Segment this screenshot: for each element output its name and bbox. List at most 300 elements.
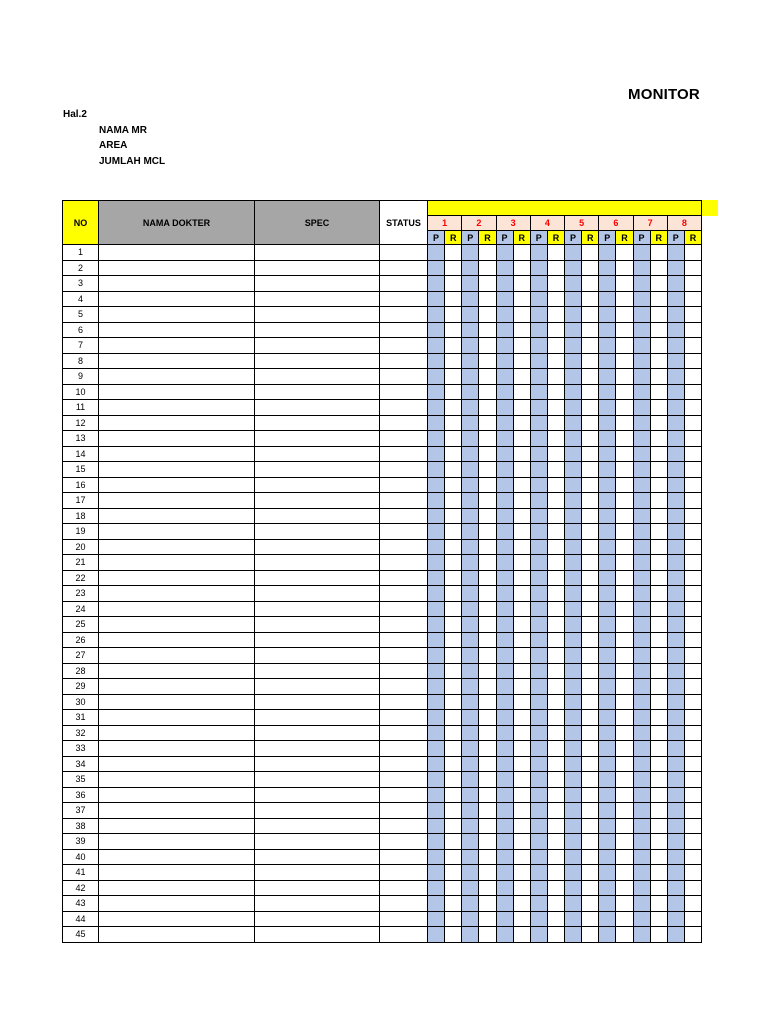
p-cell[interactable]	[667, 663, 684, 679]
p-cell[interactable]	[530, 694, 547, 710]
r-cell[interactable]	[616, 508, 633, 524]
nama-dokter-cell[interactable]	[99, 369, 255, 385]
r-cell[interactable]	[684, 601, 701, 617]
p-cell[interactable]	[667, 679, 684, 695]
p-cell[interactable]	[565, 493, 582, 509]
p-cell[interactable]	[496, 710, 513, 726]
nama-dokter-cell[interactable]	[99, 353, 255, 369]
p-cell[interactable]	[462, 415, 479, 431]
r-cell[interactable]	[479, 617, 496, 633]
r-cell[interactable]	[547, 787, 564, 803]
p-cell[interactable]	[633, 369, 650, 385]
status-cell[interactable]	[380, 679, 428, 695]
r-cell[interactable]	[547, 648, 564, 664]
p-cell[interactable]	[565, 617, 582, 633]
p-cell[interactable]	[565, 369, 582, 385]
p-cell[interactable]	[462, 586, 479, 602]
p-cell[interactable]	[462, 756, 479, 772]
r-cell[interactable]	[684, 462, 701, 478]
r-cell[interactable]	[445, 725, 462, 741]
r-cell[interactable]	[650, 508, 667, 524]
status-cell[interactable]	[380, 322, 428, 338]
r-cell[interactable]	[513, 617, 530, 633]
p-cell[interactable]	[530, 632, 547, 648]
p-cell[interactable]	[496, 353, 513, 369]
p-cell[interactable]	[667, 617, 684, 633]
nama-dokter-cell[interactable]	[99, 865, 255, 881]
p-cell[interactable]	[428, 338, 445, 354]
r-cell[interactable]	[547, 586, 564, 602]
p-cell[interactable]	[428, 756, 445, 772]
nama-dokter-cell[interactable]	[99, 586, 255, 602]
spec-cell[interactable]	[255, 493, 380, 509]
r-cell[interactable]	[513, 663, 530, 679]
p-cell[interactable]	[667, 803, 684, 819]
r-cell[interactable]	[445, 679, 462, 695]
r-cell[interactable]	[479, 307, 496, 323]
r-cell[interactable]	[445, 865, 462, 881]
status-cell[interactable]	[380, 787, 428, 803]
r-cell[interactable]	[684, 648, 701, 664]
r-cell[interactable]	[684, 896, 701, 912]
p-cell[interactable]	[428, 508, 445, 524]
r-cell[interactable]	[547, 818, 564, 834]
r-cell[interactable]	[616, 896, 633, 912]
p-cell[interactable]	[496, 818, 513, 834]
p-cell[interactable]	[462, 880, 479, 896]
r-cell[interactable]	[445, 555, 462, 571]
p-cell[interactable]	[633, 663, 650, 679]
r-cell[interactable]	[616, 632, 633, 648]
p-cell[interactable]	[667, 818, 684, 834]
nama-dokter-cell[interactable]	[99, 679, 255, 695]
p-cell[interactable]	[667, 477, 684, 493]
p-cell[interactable]	[428, 524, 445, 540]
p-cell[interactable]	[496, 260, 513, 276]
status-cell[interactable]	[380, 338, 428, 354]
p-cell[interactable]	[633, 260, 650, 276]
r-cell[interactable]	[445, 927, 462, 943]
p-cell[interactable]	[599, 384, 616, 400]
p-cell[interactable]	[667, 865, 684, 881]
p-cell[interactable]	[530, 446, 547, 462]
r-cell[interactable]	[479, 555, 496, 571]
p-cell[interactable]	[496, 927, 513, 943]
r-cell[interactable]	[582, 570, 599, 586]
p-cell[interactable]	[565, 555, 582, 571]
p-cell[interactable]	[667, 772, 684, 788]
p-cell[interactable]	[428, 880, 445, 896]
r-cell[interactable]	[547, 710, 564, 726]
p-cell[interactable]	[599, 865, 616, 881]
r-cell[interactable]	[650, 663, 667, 679]
r-cell[interactable]	[479, 865, 496, 881]
spec-cell[interactable]	[255, 431, 380, 447]
p-cell[interactable]	[565, 508, 582, 524]
p-cell[interactable]	[496, 663, 513, 679]
p-cell[interactable]	[667, 927, 684, 943]
r-cell[interactable]	[513, 493, 530, 509]
p-cell[interactable]	[565, 446, 582, 462]
p-cell[interactable]	[428, 927, 445, 943]
p-cell[interactable]	[462, 477, 479, 493]
r-cell[interactable]	[547, 772, 564, 788]
p-cell[interactable]	[633, 741, 650, 757]
r-cell[interactable]	[445, 384, 462, 400]
r-cell[interactable]	[650, 415, 667, 431]
p-cell[interactable]	[565, 648, 582, 664]
r-cell[interactable]	[616, 663, 633, 679]
p-cell[interactable]	[667, 694, 684, 710]
r-cell[interactable]	[616, 245, 633, 261]
p-cell[interactable]	[633, 772, 650, 788]
spec-cell[interactable]	[255, 741, 380, 757]
p-cell[interactable]	[462, 803, 479, 819]
r-cell[interactable]	[582, 384, 599, 400]
r-cell[interactable]	[684, 245, 701, 261]
r-cell[interactable]	[479, 384, 496, 400]
p-cell[interactable]	[667, 245, 684, 261]
spec-cell[interactable]	[255, 555, 380, 571]
r-cell[interactable]	[650, 927, 667, 943]
p-cell[interactable]	[530, 508, 547, 524]
r-cell[interactable]	[616, 462, 633, 478]
r-cell[interactable]	[445, 353, 462, 369]
p-cell[interactable]	[530, 586, 547, 602]
p-cell[interactable]	[496, 245, 513, 261]
status-cell[interactable]	[380, 617, 428, 633]
r-cell[interactable]	[547, 834, 564, 850]
r-cell[interactable]	[547, 555, 564, 571]
p-cell[interactable]	[530, 710, 547, 726]
r-cell[interactable]	[547, 477, 564, 493]
r-cell[interactable]	[479, 431, 496, 447]
p-cell[interactable]	[667, 756, 684, 772]
spec-cell[interactable]	[255, 927, 380, 943]
p-cell[interactable]	[565, 663, 582, 679]
p-cell[interactable]	[667, 849, 684, 865]
r-cell[interactable]	[650, 477, 667, 493]
p-cell[interactable]	[428, 865, 445, 881]
p-cell[interactable]	[428, 803, 445, 819]
p-cell[interactable]	[667, 539, 684, 555]
r-cell[interactable]	[616, 911, 633, 927]
r-cell[interactable]	[513, 555, 530, 571]
p-cell[interactable]	[565, 787, 582, 803]
r-cell[interactable]	[616, 477, 633, 493]
r-cell[interactable]	[513, 539, 530, 555]
p-cell[interactable]	[496, 307, 513, 323]
r-cell[interactable]	[582, 601, 599, 617]
r-cell[interactable]	[479, 462, 496, 478]
spec-cell[interactable]	[255, 632, 380, 648]
spec-cell[interactable]	[255, 648, 380, 664]
r-cell[interactable]	[513, 927, 530, 943]
r-cell[interactable]	[616, 400, 633, 416]
p-cell[interactable]	[428, 834, 445, 850]
r-cell[interactable]	[684, 834, 701, 850]
r-cell[interactable]	[650, 307, 667, 323]
r-cell[interactable]	[547, 803, 564, 819]
spec-cell[interactable]	[255, 880, 380, 896]
p-cell[interactable]	[633, 849, 650, 865]
r-cell[interactable]	[582, 725, 599, 741]
p-cell[interactable]	[530, 400, 547, 416]
p-cell[interactable]	[462, 632, 479, 648]
p-cell[interactable]	[428, 787, 445, 803]
p-cell[interactable]	[599, 880, 616, 896]
r-cell[interactable]	[547, 291, 564, 307]
p-cell[interactable]	[633, 787, 650, 803]
status-cell[interactable]	[380, 446, 428, 462]
p-cell[interactable]	[565, 276, 582, 292]
p-cell[interactable]	[565, 896, 582, 912]
r-cell[interactable]	[616, 725, 633, 741]
p-cell[interactable]	[530, 260, 547, 276]
p-cell[interactable]	[667, 322, 684, 338]
r-cell[interactable]	[582, 772, 599, 788]
p-cell[interactable]	[599, 849, 616, 865]
nama-dokter-cell[interactable]	[99, 462, 255, 478]
p-cell[interactable]	[599, 322, 616, 338]
r-cell[interactable]	[616, 369, 633, 385]
r-cell[interactable]	[684, 384, 701, 400]
status-cell[interactable]	[380, 818, 428, 834]
p-cell[interactable]	[565, 834, 582, 850]
p-cell[interactable]	[530, 353, 547, 369]
p-cell[interactable]	[496, 276, 513, 292]
p-cell[interactable]	[530, 787, 547, 803]
p-cell[interactable]	[530, 291, 547, 307]
r-cell[interactable]	[582, 555, 599, 571]
r-cell[interactable]	[479, 260, 496, 276]
r-cell[interactable]	[547, 431, 564, 447]
p-cell[interactable]	[599, 648, 616, 664]
r-cell[interactable]	[650, 570, 667, 586]
spec-cell[interactable]	[255, 384, 380, 400]
r-cell[interactable]	[582, 710, 599, 726]
r-cell[interactable]	[547, 353, 564, 369]
p-cell[interactable]	[496, 431, 513, 447]
p-cell[interactable]	[462, 400, 479, 416]
r-cell[interactable]	[547, 508, 564, 524]
r-cell[interactable]	[479, 586, 496, 602]
r-cell[interactable]	[650, 586, 667, 602]
r-cell[interactable]	[479, 632, 496, 648]
r-cell[interactable]	[650, 260, 667, 276]
spec-cell[interactable]	[255, 725, 380, 741]
r-cell[interactable]	[513, 865, 530, 881]
p-cell[interactable]	[428, 911, 445, 927]
r-cell[interactable]	[445, 276, 462, 292]
nama-dokter-cell[interactable]	[99, 601, 255, 617]
p-cell[interactable]	[496, 632, 513, 648]
status-cell[interactable]	[380, 493, 428, 509]
p-cell[interactable]	[428, 431, 445, 447]
r-cell[interactable]	[479, 338, 496, 354]
spec-cell[interactable]	[255, 849, 380, 865]
r-cell[interactable]	[479, 818, 496, 834]
p-cell[interactable]	[428, 570, 445, 586]
r-cell[interactable]	[650, 601, 667, 617]
r-cell[interactable]	[547, 679, 564, 695]
p-cell[interactable]	[462, 555, 479, 571]
r-cell[interactable]	[582, 865, 599, 881]
p-cell[interactable]	[496, 617, 513, 633]
p-cell[interactable]	[599, 400, 616, 416]
r-cell[interactable]	[616, 570, 633, 586]
r-cell[interactable]	[479, 477, 496, 493]
spec-cell[interactable]	[255, 400, 380, 416]
r-cell[interactable]	[445, 570, 462, 586]
spec-cell[interactable]	[255, 911, 380, 927]
r-cell[interactable]	[650, 648, 667, 664]
r-cell[interactable]	[650, 276, 667, 292]
p-cell[interactable]	[496, 555, 513, 571]
r-cell[interactable]	[582, 369, 599, 385]
spec-cell[interactable]	[255, 369, 380, 385]
r-cell[interactable]	[616, 803, 633, 819]
r-cell[interactable]	[582, 493, 599, 509]
p-cell[interactable]	[496, 322, 513, 338]
spec-cell[interactable]	[255, 756, 380, 772]
r-cell[interactable]	[445, 896, 462, 912]
p-cell[interactable]	[633, 803, 650, 819]
status-cell[interactable]	[380, 927, 428, 943]
r-cell[interactable]	[616, 555, 633, 571]
r-cell[interactable]	[445, 710, 462, 726]
p-cell[interactable]	[633, 896, 650, 912]
p-cell[interactable]	[599, 803, 616, 819]
r-cell[interactable]	[684, 508, 701, 524]
p-cell[interactable]	[428, 477, 445, 493]
p-cell[interactable]	[462, 679, 479, 695]
nama-dokter-cell[interactable]	[99, 524, 255, 540]
r-cell[interactable]	[582, 787, 599, 803]
r-cell[interactable]	[650, 710, 667, 726]
r-cell[interactable]	[582, 927, 599, 943]
p-cell[interactable]	[496, 601, 513, 617]
p-cell[interactable]	[530, 570, 547, 586]
r-cell[interactable]	[445, 462, 462, 478]
r-cell[interactable]	[445, 803, 462, 819]
r-cell[interactable]	[513, 601, 530, 617]
r-cell[interactable]	[547, 276, 564, 292]
r-cell[interactable]	[616, 648, 633, 664]
r-cell[interactable]	[650, 493, 667, 509]
spec-cell[interactable]	[255, 896, 380, 912]
r-cell[interactable]	[445, 431, 462, 447]
p-cell[interactable]	[428, 555, 445, 571]
r-cell[interactable]	[582, 322, 599, 338]
r-cell[interactable]	[513, 446, 530, 462]
r-cell[interactable]	[513, 787, 530, 803]
p-cell[interactable]	[530, 880, 547, 896]
r-cell[interactable]	[684, 741, 701, 757]
r-cell[interactable]	[684, 725, 701, 741]
r-cell[interactable]	[445, 601, 462, 617]
r-cell[interactable]	[650, 431, 667, 447]
r-cell[interactable]	[479, 694, 496, 710]
p-cell[interactable]	[530, 415, 547, 431]
r-cell[interactable]	[582, 245, 599, 261]
p-cell[interactable]	[530, 245, 547, 261]
p-cell[interactable]	[496, 911, 513, 927]
r-cell[interactable]	[445, 586, 462, 602]
p-cell[interactable]	[496, 477, 513, 493]
p-cell[interactable]	[599, 911, 616, 927]
r-cell[interactable]	[479, 415, 496, 431]
spec-cell[interactable]	[255, 307, 380, 323]
spec-cell[interactable]	[255, 570, 380, 586]
nama-dokter-cell[interactable]	[99, 338, 255, 354]
r-cell[interactable]	[582, 648, 599, 664]
nama-dokter-cell[interactable]	[99, 911, 255, 927]
nama-dokter-cell[interactable]	[99, 632, 255, 648]
p-cell[interactable]	[599, 756, 616, 772]
p-cell[interactable]	[462, 772, 479, 788]
nama-dokter-cell[interactable]	[99, 307, 255, 323]
p-cell[interactable]	[530, 555, 547, 571]
r-cell[interactable]	[650, 896, 667, 912]
p-cell[interactable]	[565, 865, 582, 881]
status-cell[interactable]	[380, 880, 428, 896]
r-cell[interactable]	[479, 803, 496, 819]
r-cell[interactable]	[582, 353, 599, 369]
status-cell[interactable]	[380, 431, 428, 447]
r-cell[interactable]	[445, 493, 462, 509]
nama-dokter-cell[interactable]	[99, 477, 255, 493]
p-cell[interactable]	[667, 260, 684, 276]
p-cell[interactable]	[462, 276, 479, 292]
p-cell[interactable]	[462, 710, 479, 726]
r-cell[interactable]	[479, 880, 496, 896]
nama-dokter-cell[interactable]	[99, 756, 255, 772]
status-cell[interactable]	[380, 772, 428, 788]
p-cell[interactable]	[496, 803, 513, 819]
r-cell[interactable]	[582, 462, 599, 478]
r-cell[interactable]	[513, 725, 530, 741]
r-cell[interactable]	[547, 415, 564, 431]
p-cell[interactable]	[565, 322, 582, 338]
p-cell[interactable]	[667, 291, 684, 307]
nama-dokter-cell[interactable]	[99, 539, 255, 555]
p-cell[interactable]	[462, 291, 479, 307]
r-cell[interactable]	[547, 245, 564, 261]
r-cell[interactable]	[616, 384, 633, 400]
r-cell[interactable]	[616, 865, 633, 881]
status-cell[interactable]	[380, 276, 428, 292]
p-cell[interactable]	[633, 725, 650, 741]
p-cell[interactable]	[565, 431, 582, 447]
p-cell[interactable]	[428, 260, 445, 276]
status-cell[interactable]	[380, 462, 428, 478]
nama-dokter-cell[interactable]	[99, 245, 255, 261]
r-cell[interactable]	[513, 369, 530, 385]
r-cell[interactable]	[616, 787, 633, 803]
p-cell[interactable]	[599, 601, 616, 617]
r-cell[interactable]	[684, 756, 701, 772]
r-cell[interactable]	[479, 725, 496, 741]
r-cell[interactable]	[513, 648, 530, 664]
p-cell[interactable]	[530, 462, 547, 478]
p-cell[interactable]	[599, 586, 616, 602]
r-cell[interactable]	[582, 632, 599, 648]
spec-cell[interactable]	[255, 245, 380, 261]
r-cell[interactable]	[479, 446, 496, 462]
status-cell[interactable]	[380, 849, 428, 865]
r-cell[interactable]	[616, 338, 633, 354]
